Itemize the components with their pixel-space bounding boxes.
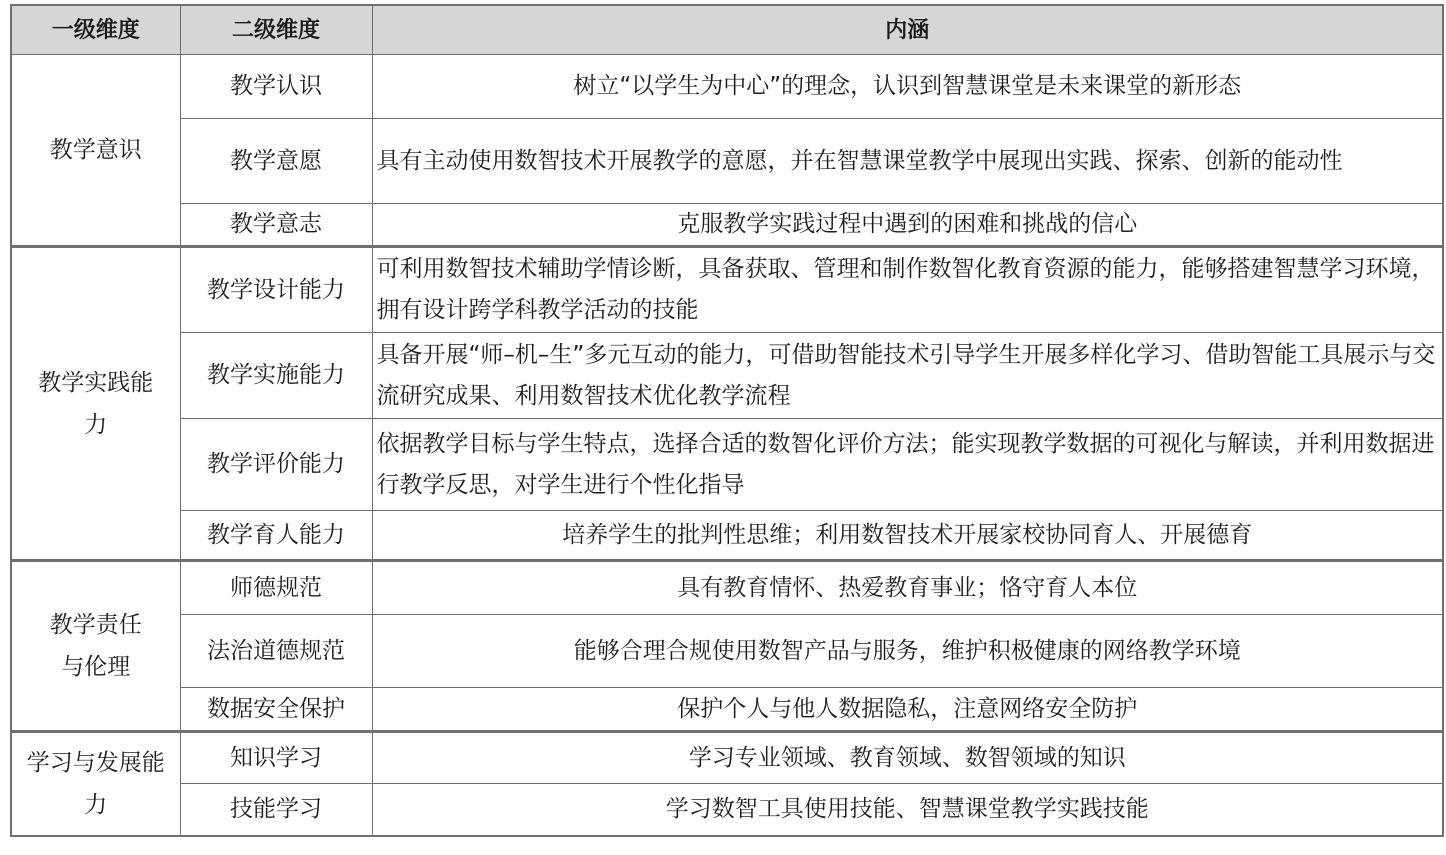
level2-cell: 数据安全保护 (180, 688, 372, 732)
content-cell: 学习专业领域、教育领域、数智领域的知识 (372, 732, 1443, 784)
content-cell: 树立“以学生为中心”的理念，认识到智慧课堂是未来课堂的新形态 (372, 55, 1443, 119)
content-cell: 具有主动使用数智技术开展教学的意愿，并在智慧课堂教学中展现出实践、探索、创新的能动性 (372, 119, 1443, 204)
content-cell: 能够合理合规使用数智产品与服务，维护积极健康的网络教学环境 (372, 615, 1443, 688)
table-row (11, 419, 1443, 511)
level2-cell: 教学意愿 (180, 119, 372, 204)
content-cell: 可利用数智技术辅助学情诊断，具备获取、管理和制作数智化教育资源的能力，能够搭建智慧学习环境，拥有设计跨学科教学活动的技能 (372, 247, 1443, 333)
competency-table-container (10, 4, 1444, 837)
header-level1: 一级维度 (11, 5, 180, 55)
level2-cell: 技能学习 (180, 784, 372, 836)
header-content: 内涵 (372, 5, 1443, 55)
table-row (11, 784, 1443, 836)
content-cell: 培养学生的批判性思维；利用数智技术开展家校协同育人、开展德育 (372, 511, 1443, 561)
level2-cell: 教学评价能力 (180, 419, 372, 511)
level2-cell: 教学实施能力 (180, 333, 372, 419)
level2-cell: 教学认识 (180, 55, 372, 119)
level1-label: 学习与发展能力 (26, 749, 165, 818)
level2-cell: 教学育人能力 (180, 511, 372, 561)
level1-label: 教学责任与伦理 (49, 612, 142, 680)
level1-cell: 教学意识 (11, 55, 180, 247)
content-cell: 克服教学实践过程中遇到的困难和挑战的信心 (372, 204, 1443, 247)
level2-cell: 知识学习 (180, 732, 372, 784)
table-header-row (11, 5, 1443, 55)
table-row (11, 688, 1443, 732)
content-cell: 学习数智工具使用技能、智慧课堂教学实践技能 (372, 784, 1443, 836)
level2-cell: 师德规范 (180, 561, 372, 615)
table-row (11, 615, 1443, 688)
table-row (11, 204, 1443, 247)
table-row (11, 119, 1443, 204)
table-row (11, 732, 1443, 784)
table-row (11, 511, 1443, 561)
level1-cell (11, 732, 180, 836)
level2-cell: 教学意志 (180, 204, 372, 247)
level1-label: 教学实践能力 (38, 369, 154, 438)
table-row (11, 55, 1443, 119)
table-row (11, 247, 1443, 333)
header-level2: 二级维度 (180, 5, 372, 55)
level1-cell (11, 247, 180, 561)
content-cell: 保护个人与他人数据隐私，注意网络安全防护 (372, 688, 1443, 732)
level2-cell: 法治道德规范 (180, 615, 372, 688)
content-cell: 具备开展“师–机–生”多元互动的能力，可借助智能技术引导学生开展多样化学习、借助智能工具展示与交流研究成果、利用数智技术优化教学流程 (372, 333, 1443, 419)
level2-cell: 教学设计能力 (180, 247, 372, 333)
content-cell: 具有教育情怀、热爱教育事业；恪守育人本位 (372, 561, 1443, 615)
competency-table (10, 4, 1444, 837)
table-row (11, 561, 1443, 615)
table-row (11, 333, 1443, 419)
level1-cell (11, 561, 180, 732)
content-cell: 依据教学目标与学生特点，选择合适的数智化评价方法；能实现教学数据的可视化与解读，并利用数据进行教学反思，对学生进行个性化指导 (372, 419, 1443, 511)
